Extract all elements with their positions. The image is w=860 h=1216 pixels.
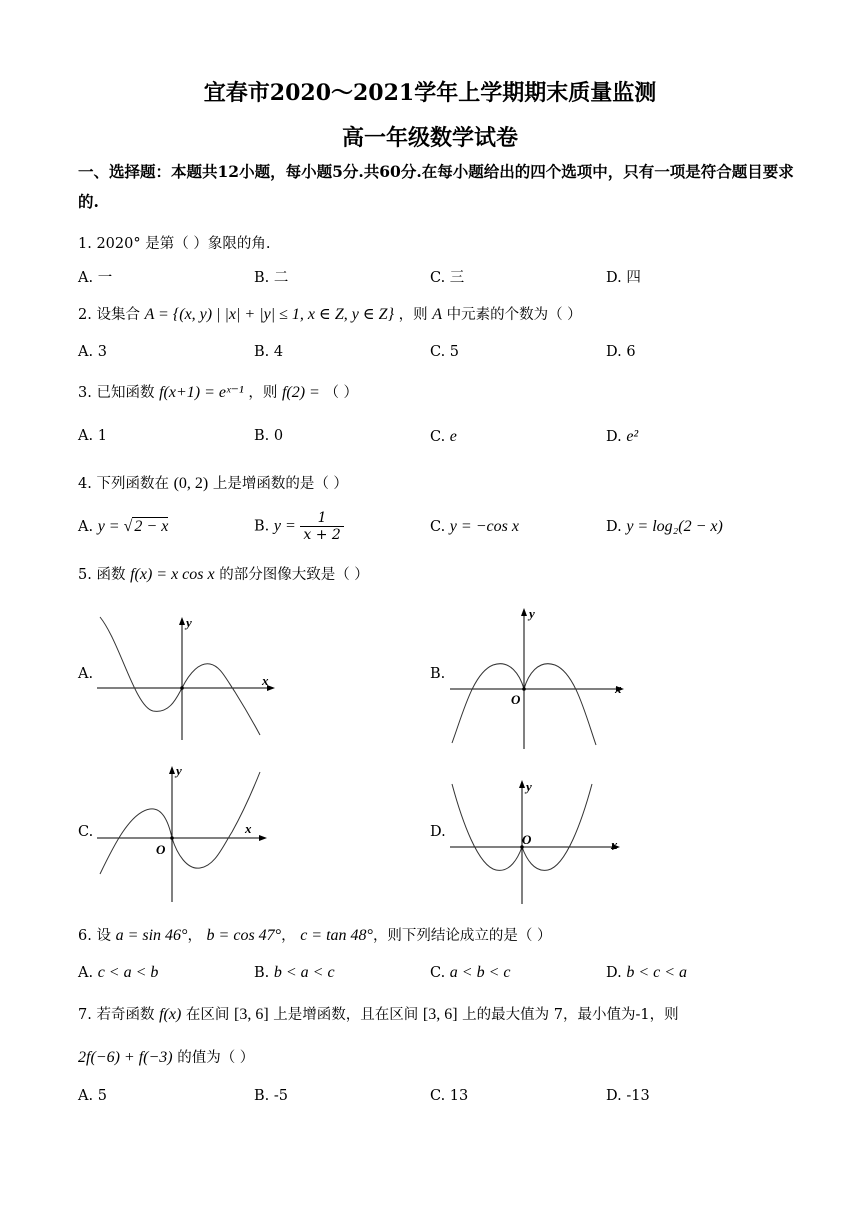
q6-option-b-label: B. <box>254 965 270 981</box>
q5-option-c-label[interactable]: C. <box>78 824 94 840</box>
q3-mid-text: ，则 <box>248 385 278 401</box>
q4-option-b[interactable] <box>254 510 344 543</box>
q4-interval: (0, 2) <box>173 475 209 492</box>
q4-option-d-label: D. <box>606 519 622 535</box>
q5-option-a-label[interactable]: A. <box>78 666 94 682</box>
graph-b-y-arrow-icon <box>521 608 527 616</box>
graph-c-origin-label: O <box>156 842 166 857</box>
q6-option-d-math: b < c < a <box>626 964 688 981</box>
q4-option-b-fraction <box>300 510 343 543</box>
q7-post-text: 上的最大值为 7，最小值为-1，则 <box>462 1007 679 1023</box>
page-subtitle: 高一年级数学试卷 <box>341 125 518 151</box>
q6-option-b[interactable] <box>254 964 335 982</box>
graph-c-x-arrow-icon <box>259 835 267 841</box>
graph-b-x-label: x <box>615 681 622 696</box>
q6-b-expression: b = cos 47° <box>206 927 282 944</box>
q4-option-d-math: y = log₂(2 − x) <box>626 518 723 535</box>
q3-option-c-math: e <box>449 428 457 445</box>
q6-sep-1: ， <box>187 928 202 944</box>
q3-option-c-label: C. <box>430 429 446 445</box>
q7-pre-text: 7. 若奇函数 <box>78 1007 155 1023</box>
q6-option-a[interactable] <box>78 964 158 982</box>
q4-option-b-pre: y = <box>273 517 296 535</box>
q7-option-b[interactable]: B. -5 <box>254 1088 288 1104</box>
q7-line2-expression: 2f(−6) + f(−3) <box>78 1049 173 1066</box>
q2-option-d[interactable]: D. 6 <box>606 344 636 360</box>
q2-number-text: 2. 设集合 <box>78 307 140 323</box>
graph-d[interactable] <box>448 776 638 906</box>
graph-c-origin-dot <box>170 836 174 840</box>
question-2-stem <box>78 303 582 324</box>
section-heading: 一、选择题：本题共12小题，每小题5分.共60分.在每小题给出的四个选项中，只有一项是符合题目要求的. <box>78 162 794 211</box>
q1-option-a[interactable]: A. 一 <box>78 270 113 286</box>
q4-option-d[interactable] <box>606 518 723 536</box>
q4-option-b-denominator: x + 2 <box>303 527 341 543</box>
q5-pre-text: 5. 函数 <box>78 567 126 583</box>
q6-pre-text: 6. 设 <box>78 928 111 944</box>
q6-option-c-label: C. <box>430 965 446 981</box>
graph-a-origin-dot <box>180 686 184 690</box>
q2-set-var: A <box>432 306 442 323</box>
graph-a-x-label: x <box>262 673 269 688</box>
q1-option-d[interactable]: D. 四 <box>606 270 641 286</box>
q3-tail-text: （ ） <box>324 385 359 401</box>
q6-c-expression: c = tan 48° <box>300 927 373 944</box>
q3-expression-2: f(2) = <box>281 384 320 401</box>
q6-option-a-math: c < a < b <box>97 964 159 981</box>
graph-b-y-label: y <box>529 606 535 621</box>
q6-option-b-math: b < a < c <box>273 964 335 981</box>
question-4-stem <box>78 472 348 493</box>
question-3-stem <box>78 381 358 402</box>
graph-d-y-label: y <box>526 779 532 794</box>
q4-option-b-numerator: 1 <box>300 510 343 527</box>
question-5-stem <box>78 563 369 584</box>
q4-option-c-math: y = −cos x <box>449 518 519 535</box>
q4-option-c-label: C. <box>430 519 446 535</box>
q4-option-a[interactable] <box>78 518 168 536</box>
q4-option-c[interactable] <box>430 518 519 536</box>
q3-option-c[interactable] <box>430 428 457 446</box>
q6-option-c-math: a < b < c <box>449 964 511 981</box>
q2-tail-text: ，则 <box>398 307 428 323</box>
q2-option-b[interactable]: B. 4 <box>254 344 284 360</box>
q7-interval-2: [3, 6] <box>422 1006 458 1023</box>
question-6-stem <box>78 924 552 945</box>
q5-expression: f(x) = x cos x <box>130 566 215 583</box>
q6-option-d-label: D. <box>606 965 622 981</box>
q4-option-a-label: A. <box>78 519 94 535</box>
q5-post-text: 的部分图像大致是（ ） <box>219 567 369 583</box>
graph-c-x-label: x <box>245 821 252 836</box>
q5-option-d-label[interactable]: D. <box>430 824 446 840</box>
q2-set-expression: A = {(x, y) | |x| + |y| ≤ 1, x ∈ Z, y ∈ Z} <box>144 306 394 323</box>
graph-c-curve <box>100 772 260 874</box>
question-1-stem: 1. 2020° 是第（ ）象限的角. <box>78 236 271 252</box>
q6-post-text: ，则下列结论成立的是（ ） <box>372 928 552 944</box>
q3-option-a[interactable]: A. 1 <box>78 428 107 444</box>
q4-post-text: 上是增函数的是（ ） <box>212 476 348 492</box>
q2-option-c[interactable]: C. 5 <box>430 344 460 360</box>
q1-option-b[interactable]: B. 二 <box>254 270 289 286</box>
q3-option-d-label: D. <box>606 429 622 445</box>
q7-option-d[interactable]: D. -13 <box>606 1088 650 1104</box>
graph-d-origin-label: O <box>522 832 532 847</box>
q6-option-c[interactable] <box>430 964 511 982</box>
question-7-stem <box>78 1003 679 1024</box>
graph-c-y-arrow-icon <box>169 766 175 774</box>
graph-a-curve <box>100 617 260 735</box>
q3-number-text: 3. 已知函数 <box>78 385 155 401</box>
q5-option-b-label[interactable]: B. <box>430 666 446 682</box>
q4-option-a-radicand: 2 − x <box>134 518 169 535</box>
graph-c-y-label: y <box>176 763 182 778</box>
q6-option-a-label: A. <box>78 965 94 981</box>
q2-option-a[interactable]: A. 3 <box>78 344 107 360</box>
q6-option-d[interactable] <box>606 964 687 982</box>
q7-fx: f(x) <box>159 1006 182 1023</box>
graph-b-origin-dot <box>522 687 526 691</box>
q4-option-a-pre: y = √ <box>97 518 133 535</box>
graph-a-y-arrow-icon <box>179 617 185 625</box>
q7-line2-text: 的值为（ ） <box>177 1050 255 1066</box>
graph-c[interactable] <box>95 762 285 904</box>
q7-option-c[interactable]: C. 13 <box>430 1088 469 1104</box>
q2-tail2-text: 中元素的个数为（ ） <box>446 307 582 323</box>
q1-option-c[interactable]: C. 三 <box>430 270 465 286</box>
graph-d-y-arrow-icon <box>519 780 525 788</box>
page-title: 宜春市2020～2021学年上学期期末质量监测 <box>203 80 657 106</box>
graph-a-y-label: y <box>186 615 192 630</box>
graph-d-x-label: x <box>611 837 618 852</box>
q7-mid2-text: 上是增函数，且在区间 <box>273 1007 419 1023</box>
q4-option-b-label: B. <box>254 518 270 535</box>
q3-option-d[interactable] <box>606 428 638 446</box>
q6-a-expression: a = sin 46° <box>115 927 188 944</box>
q4-pre-text: 4. 下列函数在 <box>78 476 169 492</box>
graph-b-origin-label: O <box>511 692 521 707</box>
q3-expression: f(x+1) = eˣ⁻¹ <box>159 384 244 401</box>
q6-sep-2: ， <box>281 928 296 944</box>
q7-option-a[interactable]: A. 5 <box>78 1088 107 1104</box>
graph-b[interactable] <box>448 603 638 751</box>
q3-option-d-math: e² <box>626 428 639 445</box>
graph-a[interactable] <box>95 612 285 742</box>
q3-option-b[interactable]: B. 0 <box>254 428 284 444</box>
q7-interval-1: [3, 6] <box>233 1006 269 1023</box>
q7-mid-text: 在区间 <box>185 1007 230 1023</box>
question-7-line-2 <box>78 1046 254 1067</box>
